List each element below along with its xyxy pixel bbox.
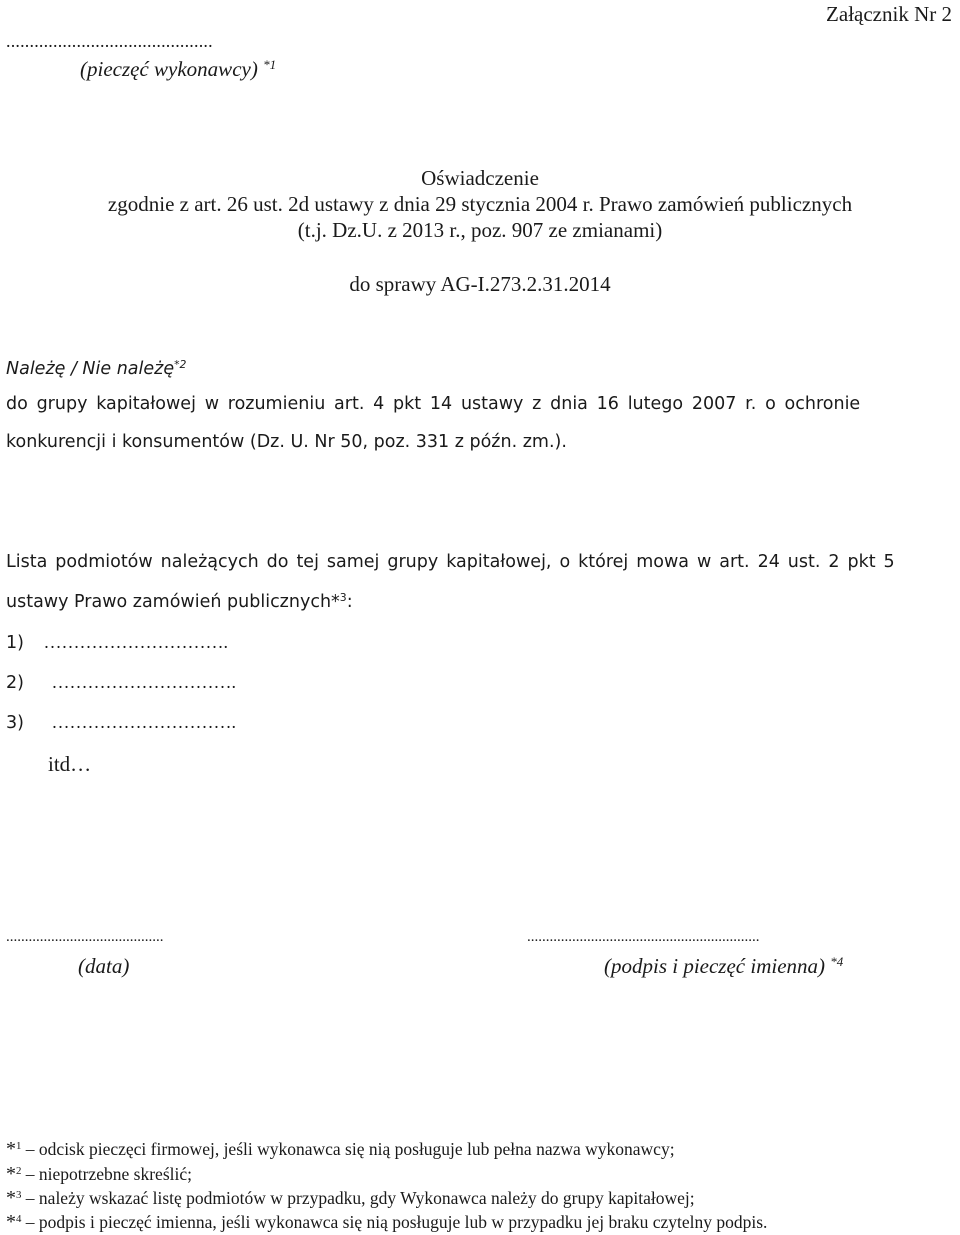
footnote-ref-2: *2: [174, 358, 187, 372]
list-item: [6, 632, 228, 653]
list-item-number: 3): [6, 713, 24, 733]
footnote-number: 2: [16, 1165, 22, 1178]
footnote-ref-3-mark: *: [331, 592, 340, 612]
footnote-text: – podpis i pieczęć imienna, jeśli wykonawca się nią posługuje lub w przypadku jej braku czytelny podpis.: [25, 1212, 768, 1232]
title-line-2: (t.j. Dz.U. z 2013 r., poz. 907 ze zmianami): [297, 218, 663, 242]
footnote-number: 3: [16, 1189, 22, 1202]
footnote-ref-1: *1: [263, 56, 277, 72]
list-item-fill: ………………………….: [43, 632, 229, 652]
annex-label: Załącznik Nr 2: [826, 2, 952, 26]
footnote-mark: *: [6, 1187, 16, 1209]
list-item: [6, 712, 236, 733]
list-intro-line-1: Lista podmiotów należących do tej samej grupy kapitałowej, o której mowa w art. 24 ust. 2 pkt 5: [6, 552, 895, 572]
footnote-2: [6, 1163, 192, 1186]
signature-label: [604, 954, 843, 979]
list-etc: itd…: [48, 752, 92, 776]
signature-label-text: (podpis i pieczęć imienna): [604, 954, 826, 978]
list-item-fill: ………………………….: [51, 712, 237, 732]
declaration-line-2: konkurencji i konsumentów (Dz. U. Nr 50, poz. 331 z późn. zm.).: [6, 432, 567, 452]
list-item-number: 2): [6, 673, 24, 693]
signature-dots: ..............................................................: [527, 929, 760, 945]
title-line-1: zgodnie z art. 26 ust. 2d ustawy z dnia 29 stycznia 2004 r. Prawo zamówień publicznych: [107, 192, 853, 216]
date-dots: ..........................................: [6, 929, 164, 945]
footnote-number: 4: [16, 1213, 22, 1226]
list-item-number: 1): [6, 633, 24, 653]
footnote-ref-3: 3: [339, 591, 347, 605]
footnote-ref-4: *4: [830, 953, 844, 969]
footnote-1: [6, 1138, 675, 1161]
date-label: (data): [78, 954, 130, 978]
stamp-label: [80, 57, 276, 82]
case-reference: do sprawy AG-I.273.2.31.2014: [349, 272, 611, 296]
list-item: [6, 672, 236, 693]
declaration-line-1: do grupy kapitałowej w rozumieniu art. 4 pkt 14 ustawy z dnia 16 lutego 2007 r. o ochronie: [6, 394, 861, 414]
list-intro-colon: :: [346, 592, 353, 612]
list-item-fill: ………………………….: [51, 672, 237, 692]
footnote-mark: *: [6, 1138, 16, 1160]
document-title: Oświadczenie: [421, 166, 539, 190]
footnote-text: – odcisk pieczęci firmowej, jeśli wykonawca się nią posługuje lub pełna nazwa wykonawcy;: [25, 1139, 675, 1159]
stamp-label-text: (pieczęć wykonawcy): [80, 57, 258, 81]
footnote-text: – niepotrzebne skreślić;: [25, 1164, 192, 1184]
list-intro-line-2: [6, 592, 353, 612]
footnote-number: 1: [16, 1140, 22, 1153]
stamp-dots: ............................................: [6, 31, 213, 51]
footnote-4: [6, 1211, 767, 1234]
footnote-mark: *: [6, 1163, 16, 1185]
footnote-text: – należy wskazać listę podmiotów w przypadku, gdy Wykonawca należy do grupy kapitałowej;: [25, 1188, 695, 1208]
list-intro-text: ustawy Prawo zamówień publicznych: [6, 592, 332, 612]
membership-choice-text: Należę / Nie należę: [6, 359, 175, 379]
footnote-mark: *: [6, 1211, 16, 1233]
footnote-3: [6, 1187, 695, 1210]
membership-choice: [6, 359, 186, 379]
